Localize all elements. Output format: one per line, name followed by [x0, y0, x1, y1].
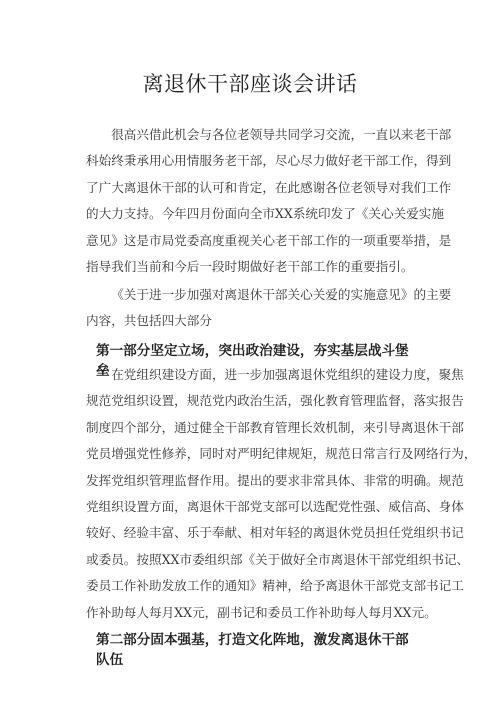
part1-line: 在党组织建设方面，进一步加强离退休党组织的建设力度，聚焦 — [111, 367, 464, 382]
part1-line: 发挥党组织管理监督作用。提出的要求非常具体、非常的明确。规范 — [86, 472, 464, 488]
part1-line: 较好、经验丰富、乐于奉献、相对年轻的离退休党员担任党组织书记 — [86, 525, 464, 541]
part1-line: 规范党组织设置，规范党内政治生活，强化教育管理监督，落实报告 — [86, 393, 464, 409]
intro-line: 指导我们当前和今后一段时期做好老干部工作的重要指引。 — [86, 259, 414, 275]
intro-line: 了广大离退休干部的认可和肯定，在此感谢各位老领导对我们工作 — [86, 179, 452, 195]
intro-line: 科始终秉承用心用情服务老干部，尽心尽力做好老干部工作，得到 — [86, 153, 452, 169]
part1-line: 党员增强党性修养，同时对严明纪律规矩，规范日常言行及网络行为， — [86, 446, 477, 462]
summary-paragraph — [86, 282, 452, 335]
summary-line: 内容，共包括四大部分 — [86, 313, 212, 329]
section-heading-part1: 第一部分坚定立场，突出政治建设，夯实基层战斗堡垒 — [96, 343, 409, 379]
part1-paragraph — [86, 362, 477, 626]
part1-line: 制度四个部分，通过健全干部教育管理长效机制，来引导离退休干部 — [86, 419, 464, 435]
intro-line: 的大力支持。今年四月份面向全市XX系统印发了《关心关爱实施 — [86, 206, 444, 222]
intro-line: 意见》这是市局党委高度重视关心老干部工作的一项重要举措，是 — [86, 232, 452, 248]
intro-line: 很高兴借此机会与各位老领导共同学习交流，一直以来老干部 — [111, 127, 452, 142]
part1-line: 委员工作补助发放工作的通知》精神，给予离退休干部党支部书记工 — [86, 578, 464, 594]
summary-line: 《关于进一步加强对离退休干部关心关爱的实施意见》的主要 — [111, 287, 452, 302]
document-title: 离退休干部座谈会讲话 — [142, 72, 358, 96]
part1-line: 作补助每人每月XX元，副书记和委员工作补助每人每月XX元。 — [86, 604, 437, 620]
part1-line: 党组织设置方面，离退休干部党支部可以选配党性强、威信高、身体 — [86, 499, 464, 515]
part1-line: 或委员。按照XX市委组织部《关于做好全市离退休干部党组织书记、 — [86, 551, 470, 567]
intro-paragraph — [86, 122, 452, 280]
section-heading-part2: 第二部分固本强基，打造文化阵地，激发离退休干部队伍 — [96, 632, 409, 668]
